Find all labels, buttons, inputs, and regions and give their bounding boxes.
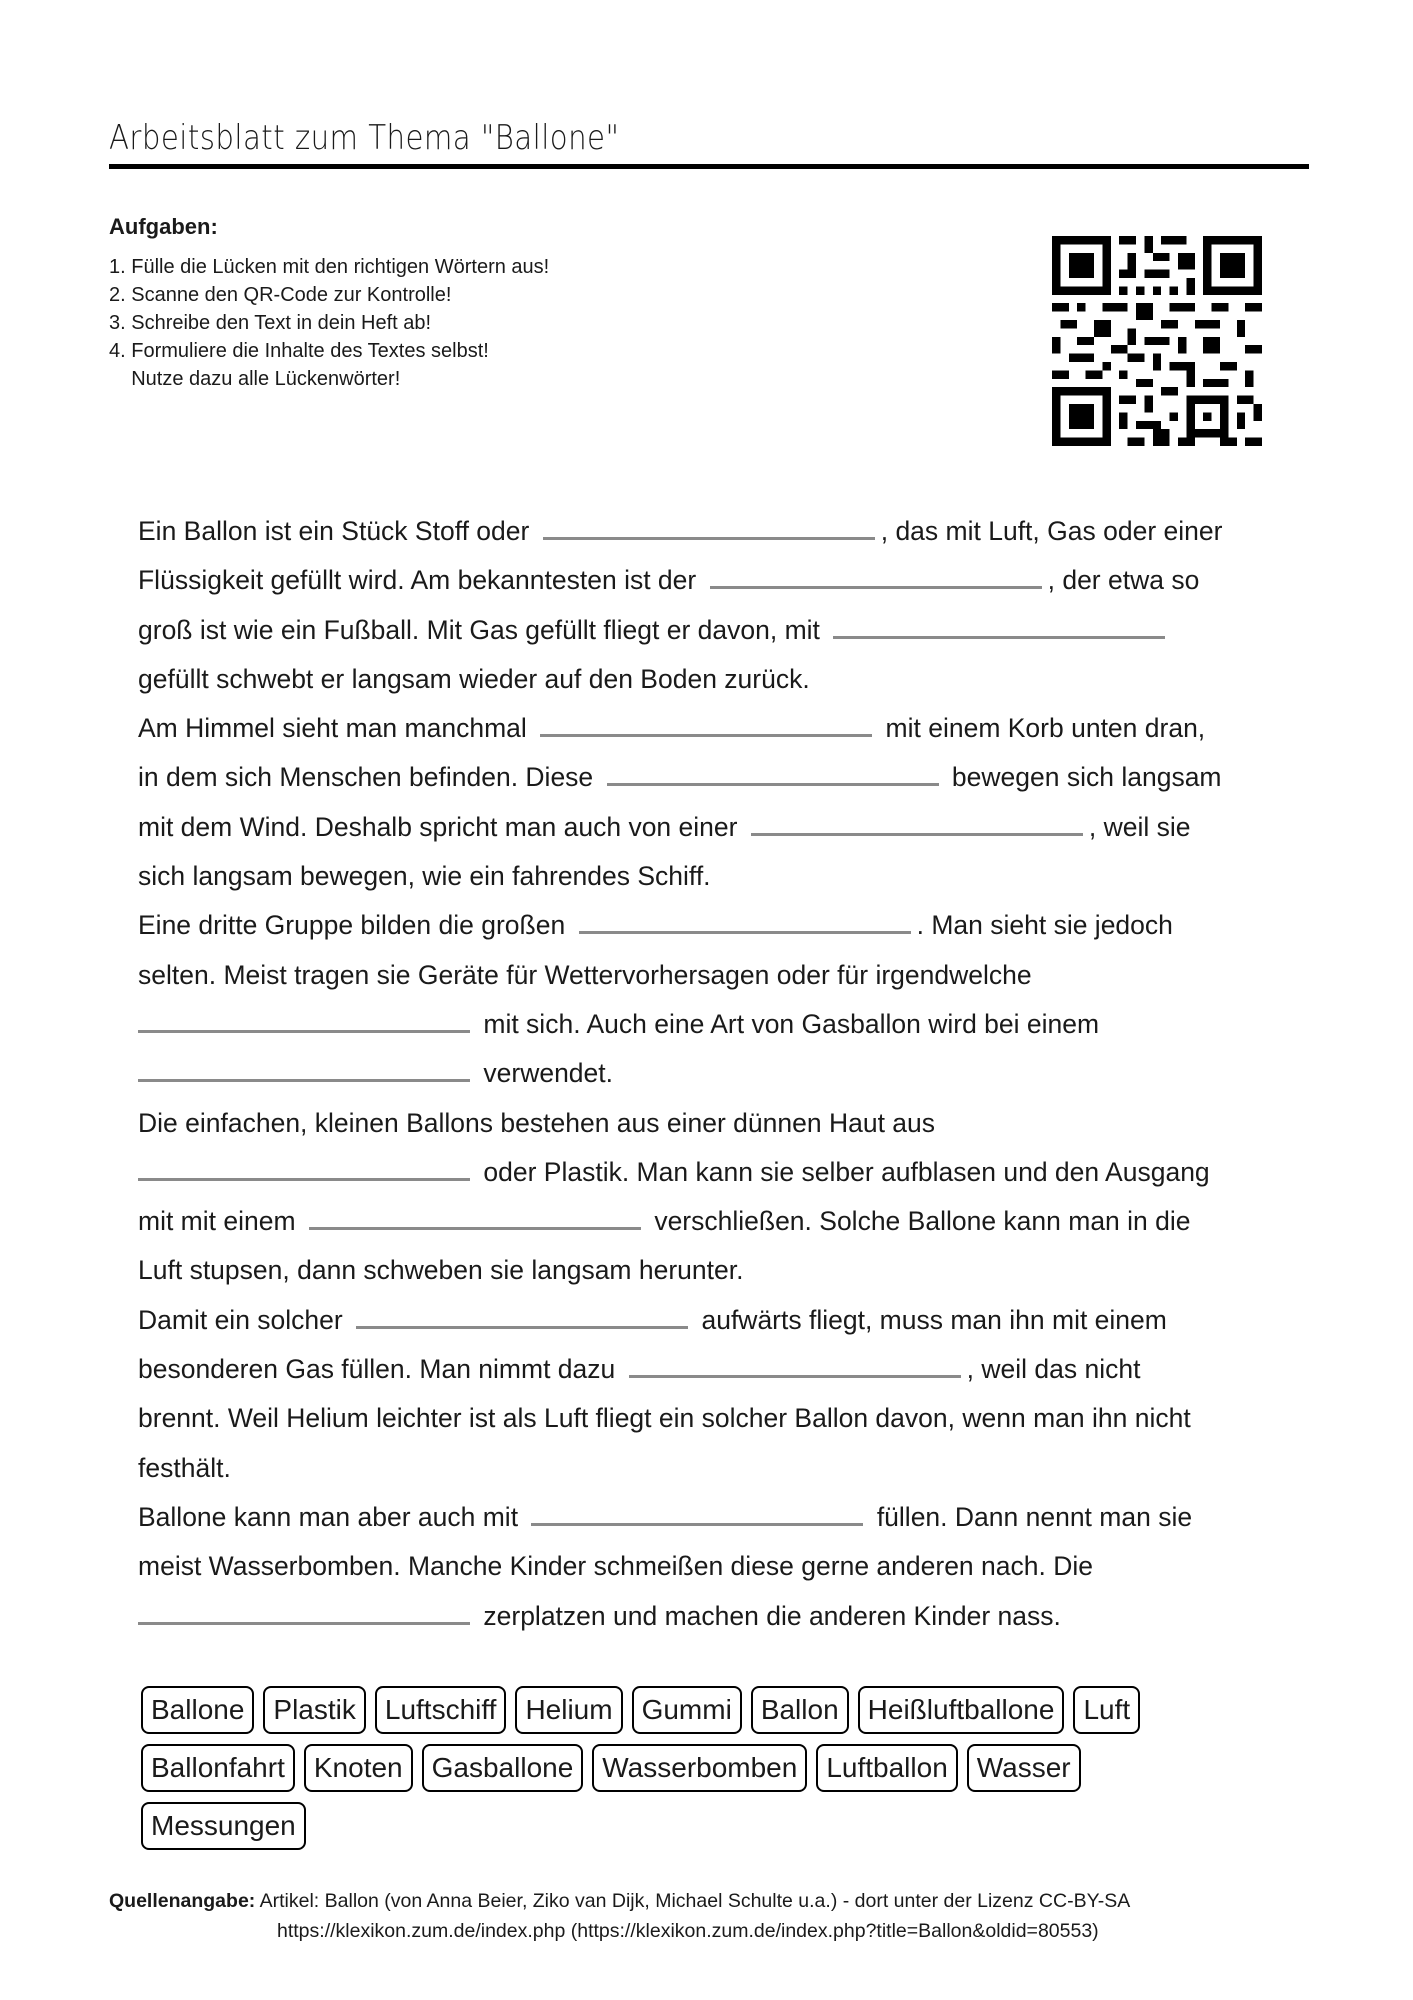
qr-code-icon[interactable] <box>1052 236 1262 446</box>
word-chip[interactable]: Messungen <box>141 1802 306 1850</box>
blank-field[interactable] <box>138 1156 470 1181</box>
task-item: 2. Scanne den QR-Code zur Kontrolle! <box>109 284 452 306</box>
word-chip[interactable]: Luft <box>1073 1686 1140 1734</box>
text-segment: füllen. Dann nennt man sie <box>876 1501 1193 1532</box>
task-item: 1. Fülle die Lücken mit den richtigen Wörtern aus! <box>109 256 550 278</box>
word-bank-row <box>141 1686 1301 1734</box>
text-segment: in dem sich Menschen befinden. Diese <box>138 762 594 793</box>
text-segment: festhält. <box>138 1452 231 1483</box>
source-citation <box>109 1886 1130 1946</box>
text-segment: Eine dritte Gruppe bilden die großen <box>138 910 566 941</box>
blank-field[interactable] <box>356 1304 688 1329</box>
text-segment: , weil sie <box>1088 811 1191 842</box>
text-segment: sich langsam bewegen, wie ein fahrendes Schiff. <box>138 861 711 892</box>
blank-field[interactable] <box>751 811 1083 836</box>
text-segment: Flüssigkeit gefüllt wird. Am bekanntesten ist der <box>138 565 697 596</box>
task-item: Nutze dazu alle Lückenwörter! <box>109 368 401 390</box>
text-segment: gefüllt schwebt er langsam wieder auf den Boden zurück. <box>138 663 810 694</box>
text-segment: , der etwa so <box>1047 565 1200 596</box>
text-segment: selten. Meist tragen sie Geräte für Wettervorhersagen oder für irgendwelche <box>138 959 1032 990</box>
blank-field[interactable] <box>138 1600 470 1625</box>
text-segment: , weil das nicht <box>966 1354 1141 1385</box>
word-chip[interactable]: Wasserbomben <box>592 1744 807 1792</box>
blank-field[interactable] <box>607 761 939 786</box>
text-segment: Die einfachen, kleinen Ballons bestehen aus einer dünnen Haut aus <box>138 1107 936 1138</box>
word-chip[interactable]: Gummi <box>632 1686 742 1734</box>
word-chip[interactable]: Helium <box>515 1686 622 1734</box>
text-segment: groß ist wie ein Fußball. Mit Gas gefüllt fliegt er davon, mit <box>138 614 820 645</box>
text-segment: Ein Ballon ist ein Stück Stoff oder <box>138 516 530 546</box>
text-segment: mit dem Wind. Deshalb spricht man auch von einer <box>138 811 738 842</box>
text-segment: mit einem Korb unten dran, <box>885 713 1206 744</box>
word-chip[interactable]: Ballon <box>751 1686 849 1734</box>
text-segment: brennt. Weil Helium leichter ist als Luft fliegt ein solcher Ballon davon, wenn man ihn nicht <box>138 1403 1191 1434</box>
blank-field[interactable] <box>531 1501 863 1526</box>
text-segment: . Man sieht sie jedoch <box>916 910 1173 941</box>
blank-field[interactable] <box>833 614 1165 639</box>
source-url[interactable]: https://klexikon.zum.de/index.php (https://klexikon.zum.de/index.php?title=Ballon&oldid=80553) <box>277 1920 1099 1942</box>
source-text: Artikel: Ballon (von Anna Beier, Ziko van Dijk, Michael Schulte u.a.) - dort unter der Lizenz CC-BY-SA <box>255 1890 1131 1912</box>
text-segment: mit mit einem <box>138 1206 296 1237</box>
word-chip[interactable]: Luftschiff <box>375 1686 507 1734</box>
blank-field[interactable] <box>138 1057 470 1082</box>
text-segment: zerplatzen und machen die anderen Kinder nass. <box>483 1600 1061 1631</box>
text-segment: meist Wasserbomben. Manche Kinder schmeißen diese gerne anderen nach. Die <box>138 1551 1093 1582</box>
word-chip[interactable]: Plastik <box>263 1686 365 1734</box>
text-segment: oder Plastik. Man kann sie selber aufblasen und den Ausgang <box>483 1156 1210 1187</box>
text-segment: verschließen. Solche Ballone kann man in die <box>654 1206 1191 1237</box>
text-segment: Ballone kann man aber auch mit <box>138 1501 519 1532</box>
blank-field[interactable] <box>138 1008 470 1033</box>
word-bank <box>141 1686 1301 1860</box>
blank-field[interactable] <box>543 515 875 540</box>
task-item: 3. Schreibe den Text in dein Heft ab! <box>109 312 432 334</box>
text-segment: , das mit Luft, Gas oder einer <box>880 516 1223 546</box>
word-chip[interactable]: Gasballone <box>422 1744 584 1792</box>
word-bank-row <box>141 1744 1301 1792</box>
text-segment: verwendet. <box>483 1058 614 1089</box>
task-item: 4. Formuliere die Inhalte des Textes selbst! <box>109 340 489 362</box>
blank-field[interactable] <box>309 1205 641 1230</box>
text-segment: besonderen Gas füllen. Man nimmt dazu <box>138 1354 616 1385</box>
word-chip[interactable]: Wasser <box>967 1744 1081 1792</box>
text-segment: bewegen sich langsam <box>951 762 1222 793</box>
page-title: Arbeitsblatt zum Thema "Ballone" <box>109 118 620 158</box>
word-chip[interactable]: Ballonfahrt <box>141 1744 295 1792</box>
word-bank-row <box>141 1802 1301 1850</box>
title-divider <box>109 164 1309 169</box>
task-list <box>109 253 549 393</box>
text-segment: Luft stupsen, dann schweben sie langsam herunter. <box>138 1255 744 1286</box>
blank-field[interactable] <box>540 712 872 737</box>
blank-field[interactable] <box>579 909 911 934</box>
word-chip[interactable]: Luftballon <box>816 1744 957 1792</box>
word-chip[interactable]: Ballone <box>141 1686 254 1734</box>
text-segment: mit sich. Auch eine Art von Gasballon wird bei einem <box>483 1008 1100 1039</box>
blank-field[interactable] <box>629 1353 961 1378</box>
text-segment: Damit ein solcher <box>138 1304 343 1335</box>
cloze-text <box>138 507 1298 1641</box>
word-chip[interactable]: Knoten <box>304 1744 413 1792</box>
text-segment: Am Himmel sieht man manchmal <box>138 713 527 744</box>
text-segment: aufwärts fliegt, muss man ihn mit einem <box>701 1304 1167 1335</box>
source-label: Quellenangabe: <box>109 1890 256 1912</box>
blank-field[interactable] <box>710 564 1042 589</box>
tasks-heading: Aufgaben: <box>109 214 218 239</box>
word-chip[interactable]: Heißluftballone <box>858 1686 1065 1734</box>
